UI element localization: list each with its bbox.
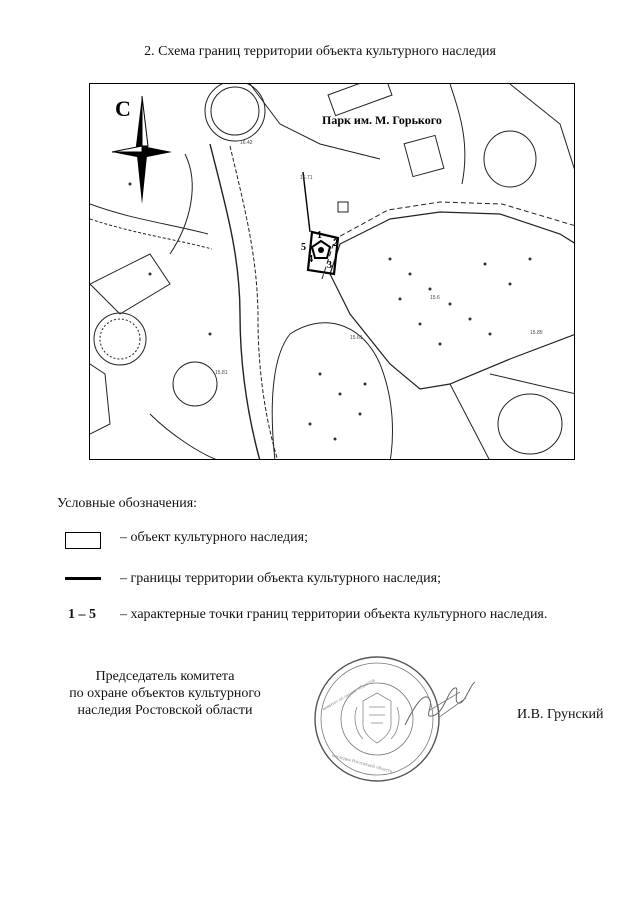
- heritage-object: [312, 241, 330, 258]
- legend-points-symbol: 1 – 5: [68, 607, 96, 622]
- legend-title: Условные обозначения:: [57, 496, 198, 511]
- point-label-1: 1: [317, 230, 322, 241]
- park-label: Парк им. М. Горького: [322, 113, 442, 127]
- legend-box-icon: [65, 532, 101, 549]
- legend-item-text: – границы территории объекта культурного наследия;: [120, 571, 441, 586]
- svg-text:15.6: 15.6: [430, 295, 440, 301]
- svg-text:наследия Ростовской области: наследия Ростовской области: [331, 753, 393, 775]
- signer-name: И.В. Грунский: [517, 707, 604, 722]
- svg-text:15.61: 15.61: [350, 335, 363, 341]
- legend-line-icon: [65, 577, 101, 580]
- legend-item-text: – характерные точки границ территории объекта культурного наследия.: [120, 607, 548, 622]
- site-plan-map: [89, 83, 575, 460]
- point-label-2: 2: [333, 238, 338, 249]
- point-label-5: 5: [301, 242, 306, 253]
- handwritten-signature-icon: [400, 670, 480, 740]
- signer-position: Председатель комитета по охране объектов культурного наследия Ростовской области: [69, 669, 261, 718]
- svg-text:16.42: 16.42: [240, 140, 253, 146]
- point-label-4: 4: [308, 254, 313, 265]
- map-drawing: [90, 84, 575, 460]
- svg-text:15.81: 15.81: [215, 370, 228, 376]
- document-title: 2. Схема границ территории объекта культурного наследия: [144, 44, 496, 59]
- svg-text:16.71: 16.71: [300, 175, 313, 181]
- compass-letter: С: [115, 96, 131, 121]
- point-label-3: 3: [327, 260, 332, 271]
- svg-text:15.85: 15.85: [530, 330, 543, 336]
- svg-text:комитет по охране объектов: комитет по охране объектов: [322, 678, 377, 713]
- legend-item-text: – объект культурного наследия;: [120, 530, 308, 545]
